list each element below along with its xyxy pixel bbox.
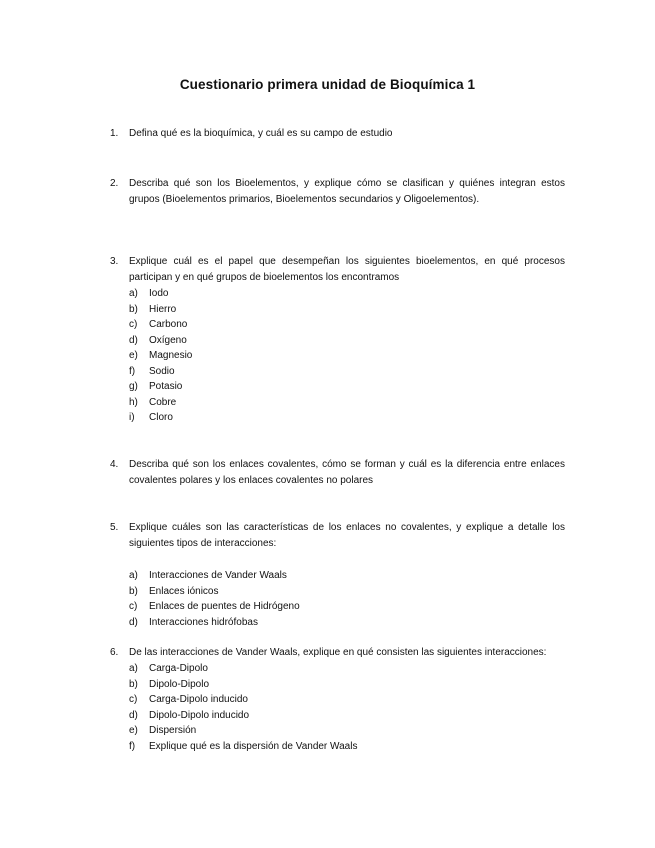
question-number: 5. (110, 522, 119, 533)
item-letter: d) (129, 334, 138, 346)
item-letter: c) (129, 694, 138, 705)
item-letter: a) (129, 570, 138, 581)
list-item (129, 692, 565, 708)
list-item (129, 379, 565, 395)
item-text: Carbono (149, 319, 188, 330)
list-item (129, 615, 565, 631)
question-1 (110, 126, 565, 142)
question-number: 4. (110, 459, 119, 470)
item-text: Explique qué es la dispersión de Vander Waals (149, 740, 358, 752)
item-text: Sodio (149, 365, 175, 377)
question-5 (110, 520, 565, 630)
item-text: Interacciones de Vander Waals (149, 570, 287, 581)
list-item (129, 677, 565, 693)
list-item (129, 661, 565, 677)
item-letter: b) (129, 303, 138, 315)
item-text: Carga-Dipolo (149, 663, 208, 674)
item-text: Dipolo-Dipolo inducido (149, 709, 250, 721)
item-letter: e) (129, 350, 138, 361)
question-number: 2. (110, 178, 119, 189)
list-item (129, 333, 565, 349)
item-letter: h) (129, 396, 138, 408)
list-item (129, 317, 565, 333)
question-text: Describa qué son los enlaces covalentes, cómo se forman y cuál es la diferencia entre enlaces covalentes polares y los enlaces covalentes no polares (129, 459, 565, 486)
list-item (129, 723, 565, 739)
question-2 (110, 176, 565, 208)
question-text: Describa qué son los Bioelementos, y explique cómo se clasifican y quiénes integran estos grupos (Bioelementos primarios, Bioelementos secundarios y Oligoelementos). (129, 178, 565, 205)
list-item (129, 410, 565, 426)
item-letter: c) (129, 601, 138, 612)
item-letter: a) (129, 288, 138, 299)
item-text: Carga-Dipolo inducido (149, 694, 248, 705)
item-letter: g) (129, 381, 138, 392)
item-text: Cobre (149, 396, 177, 408)
item-letter: a) (129, 663, 138, 674)
list-item (129, 584, 565, 600)
question-6 (110, 645, 565, 754)
item-letter: e) (129, 725, 138, 736)
sub-item-list (129, 286, 565, 426)
list-item (129, 395, 565, 411)
document-title: Cuestionario primera unidad de Bioquímica 1 (179, 77, 476, 92)
item-letter: f) (129, 365, 136, 377)
item-text: Dipolo-Dipolo (149, 678, 210, 690)
question-number: 6. (110, 647, 119, 658)
item-text: Dispersión (149, 725, 197, 736)
item-text: Enlaces de puentes de Hidrógeno (149, 601, 300, 612)
question-text: Defina qué es la bioquímica, y cuál es su campo de estudio (129, 128, 393, 139)
list-item (129, 364, 565, 380)
item-letter: i) (129, 412, 135, 423)
list-item (129, 568, 565, 584)
list-item (129, 708, 565, 724)
item-letter: d) (129, 709, 138, 721)
sub-item-list (129, 661, 565, 754)
question-4 (110, 457, 565, 489)
list-item (129, 286, 565, 302)
item-letter: d) (129, 616, 138, 628)
item-letter: f) (129, 740, 136, 752)
question-text: Explique cuáles son las características de los enlaces no covalentes, y explique a detalle los siguientes tipos de interacciones: (129, 522, 565, 549)
question-3 (110, 254, 565, 426)
question-number: 1. (110, 128, 119, 139)
list-item (129, 348, 565, 364)
item-letter: b) (129, 678, 138, 690)
item-text: Magnesio (149, 350, 193, 361)
item-text: Hierro (149, 303, 177, 315)
sub-item-list (129, 568, 565, 630)
item-text: Iodo (149, 288, 169, 299)
question-text: De las interacciones de Vander Waals, explique en qué consisten las siguientes interacciones: (129, 647, 547, 658)
question-text: Explique cuál es el papel que desempeñan los siguientes bioelementos, en qué procesos participan y en qué grupos de bioelementos los encontramos (129, 256, 565, 283)
question-number: 3. (110, 256, 119, 267)
list-item (129, 302, 565, 318)
item-letter: b) (129, 585, 138, 597)
item-text: Oxígeno (149, 334, 187, 346)
list-item (129, 599, 565, 615)
item-letter: c) (129, 319, 138, 330)
list-item (129, 739, 565, 755)
item-text: Enlaces iónicos (149, 585, 219, 597)
item-text: Potasio (149, 381, 183, 392)
item-text: Cloro (149, 412, 173, 423)
item-text: Interacciones hidrófobas (149, 616, 258, 628)
